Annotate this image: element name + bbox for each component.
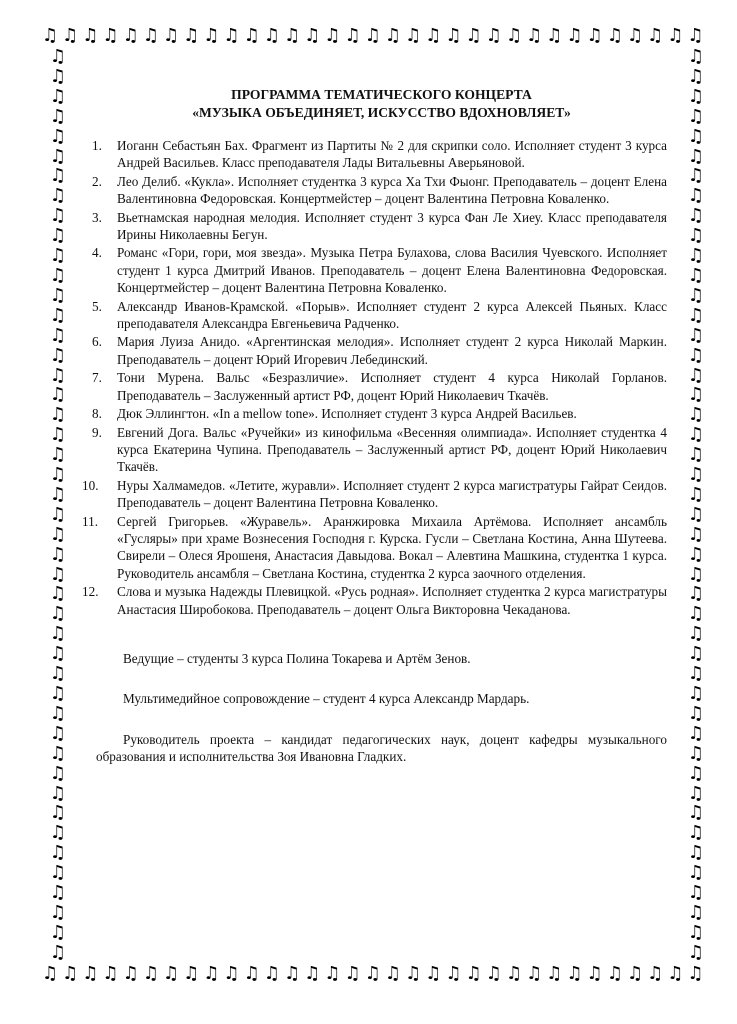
program-item-text: Мария Луиза Анидо. «Аргентинская мелодия». Исполняет студент 2 курса Николай Маркин. Преподаватель – доцент Юрий Игоревич Лебединский. [117, 334, 667, 367]
beamed-eighth-notes-icon: ♫ [384, 963, 402, 984]
beamed-eighth-notes-icon: ♫ [364, 25, 381, 46]
beamed-eighth-notes-icon: ♫ [687, 384, 705, 406]
beamed-eighth-notes-icon: ♫ [687, 225, 705, 247]
beamed-eighth-notes-icon: ♫ [49, 284, 67, 306]
beamed-eighth-notes-icon: ♫ [49, 245, 67, 267]
beamed-eighth-notes-icon: ♫ [687, 842, 705, 864]
beamed-eighth-notes-icon: ♫ [687, 583, 705, 605]
beamed-eighth-notes-icon: ♫ [49, 85, 67, 107]
beamed-eighth-notes-icon: ♫ [49, 882, 67, 904]
beamed-eighth-notes-icon: ♫ [49, 543, 67, 565]
beamed-eighth-notes-icon: ♫ [606, 25, 623, 46]
beamed-eighth-notes-icon: ♫ [49, 225, 67, 247]
beamed-eighth-notes-icon: ♫ [304, 25, 321, 46]
beamed-eighth-notes-icon: ♫ [49, 424, 67, 446]
beamed-eighth-notes-icon: ♫ [687, 145, 705, 167]
program-item [92, 137, 667, 172]
border-top [42, 24, 704, 48]
beamed-eighth-notes-icon: ♫ [304, 963, 321, 984]
beamed-eighth-notes-icon: ♫ [687, 742, 705, 764]
program-item-number: 5. [92, 298, 102, 314]
program-item-number: 3. [92, 209, 102, 225]
beamed-eighth-notes-icon: ♫ [687, 165, 705, 187]
program-item [92, 369, 667, 404]
beamed-eighth-notes-icon: ♫ [465, 25, 482, 46]
beamed-eighth-notes-icon: ♫ [49, 125, 67, 147]
program-footer [96, 650, 667, 766]
beamed-eighth-notes-icon: ♫ [183, 25, 200, 46]
beamed-eighth-notes-icon: ♫ [102, 963, 119, 984]
beamed-eighth-notes-icon: ♫ [425, 25, 442, 46]
beamed-eighth-notes-icon: ♫ [49, 702, 67, 724]
beamed-eighth-notes-icon: ♫ [49, 523, 67, 545]
program-item-number: 10. [82, 477, 99, 493]
beamed-eighth-notes-icon: ♫ [102, 25, 119, 46]
beamed-eighth-notes-icon: ♫ [687, 822, 705, 844]
beamed-eighth-notes-icon: ♫ [687, 65, 705, 87]
beamed-eighth-notes-icon: ♫ [687, 722, 705, 744]
title-line-1: ПРОГРАММА ТЕМАТИЧЕСКОГО КОНЦЕРТА [231, 87, 532, 102]
beamed-eighth-notes-icon: ♫ [49, 782, 67, 804]
beamed-eighth-notes-icon: ♫ [687, 344, 705, 366]
border-right [684, 48, 708, 962]
beamed-eighth-notes-icon: ♫ [687, 563, 705, 585]
beamed-eighth-notes-icon: ♫ [526, 25, 543, 46]
beamed-eighth-notes-icon: ♫ [42, 25, 59, 46]
beamed-eighth-notes-icon: ♫ [49, 802, 67, 824]
beamed-eighth-notes-icon: ♫ [546, 25, 563, 46]
beamed-eighth-notes-icon: ♫ [687, 523, 705, 545]
beamed-eighth-notes-icon: ♫ [687, 543, 705, 565]
beamed-eighth-notes-icon: ♫ [42, 963, 59, 984]
beamed-eighth-notes-icon: ♫ [687, 862, 705, 884]
beamed-eighth-notes-icon: ♫ [49, 762, 67, 784]
beamed-eighth-notes-icon: ♫ [49, 583, 67, 605]
beamed-eighth-notes-icon: ♫ [687, 643, 705, 665]
beamed-eighth-notes-icon: ♫ [49, 722, 67, 744]
beamed-eighth-notes-icon: ♫ [122, 25, 139, 46]
beamed-eighth-notes-icon: ♫ [122, 963, 139, 984]
beamed-eighth-notes-icon: ♫ [586, 25, 603, 46]
beamed-eighth-notes-icon: ♫ [203, 963, 220, 984]
beamed-eighth-notes-icon: ♫ [163, 25, 180, 46]
beamed-eighth-notes-icon: ♫ [344, 963, 361, 984]
beamed-eighth-notes-icon: ♫ [687, 464, 705, 486]
program-item-text: Тони Мурена. Вальс «Безразличие». Исполняет студент 4 курса Николай Горланов. Преподаватель – Заслуженный артист РФ, доцент Юрий Николаевич Ткачёв. [117, 370, 667, 403]
multimedia-text: Мультимедийное сопровождение – студент 4 курса Александр Мардарь. [123, 691, 530, 707]
beamed-eighth-notes-icon: ♫ [49, 444, 67, 466]
program-item [92, 424, 667, 476]
beamed-eighth-notes-icon: ♫ [49, 364, 67, 386]
beamed-eighth-notes-icon: ♫ [203, 25, 220, 46]
beamed-eighth-notes-icon: ♫ [687, 882, 705, 904]
beamed-eighth-notes-icon: ♫ [687, 404, 705, 426]
beamed-eighth-notes-icon: ♫ [566, 963, 583, 984]
beamed-eighth-notes-icon: ♫ [49, 65, 67, 87]
beamed-eighth-notes-icon: ♫ [49, 464, 67, 486]
beamed-eighth-notes-icon: ♫ [647, 963, 664, 984]
beamed-eighth-notes-icon: ♫ [49, 304, 67, 326]
program-list [82, 137, 667, 618]
beamed-eighth-notes-icon: ♫ [49, 344, 67, 366]
beamed-eighth-notes-icon: ♫ [49, 842, 67, 864]
beamed-eighth-notes-icon: ♫ [49, 503, 67, 525]
border-left [46, 48, 70, 962]
program-item-number: 9. [92, 424, 102, 440]
program-item-number: 2. [92, 173, 102, 189]
beamed-eighth-notes-icon: ♫ [687, 663, 705, 685]
beamed-eighth-notes-icon: ♫ [687, 284, 705, 306]
program-item [92, 173, 667, 208]
beamed-eighth-notes-icon: ♫ [49, 404, 67, 426]
beamed-eighth-notes-icon: ♫ [263, 963, 281, 984]
beamed-eighth-notes-icon: ♫ [667, 963, 684, 984]
beamed-eighth-notes-icon: ♫ [243, 963, 260, 984]
beamed-eighth-notes-icon: ♫ [49, 165, 67, 187]
beamed-eighth-notes-icon: ♫ [324, 963, 341, 984]
beamed-eighth-notes-icon: ♫ [82, 25, 99, 46]
beamed-eighth-notes-icon: ♫ [687, 963, 704, 984]
beamed-eighth-notes-icon: ♫ [687, 245, 705, 267]
beamed-eighth-notes-icon: ♫ [687, 205, 705, 227]
program-item [92, 333, 667, 368]
beamed-eighth-notes-icon: ♫ [626, 25, 644, 46]
beamed-eighth-notes-icon: ♫ [687, 105, 705, 127]
program-item-text: Александр Иванов-Крамской. «Порыв». Исполняет студент 2 курса Алексей Пьяных. Класс преподавателя Александра Евгеньевича Радченко. [117, 298, 667, 332]
beamed-eighth-notes-icon: ♫ [49, 324, 67, 346]
beamed-eighth-notes-icon: ♫ [49, 822, 67, 844]
beamed-eighth-notes-icon: ♫ [163, 963, 180, 984]
program-item [82, 583, 667, 618]
program-item [82, 513, 667, 583]
program-item [92, 244, 667, 296]
beamed-eighth-notes-icon: ♫ [223, 25, 240, 46]
beamed-eighth-notes-icon: ♫ [505, 963, 523, 984]
beamed-eighth-notes-icon: ♫ [324, 25, 341, 46]
beamed-eighth-notes-icon: ♫ [223, 963, 240, 984]
beamed-eighth-notes-icon: ♫ [384, 25, 402, 46]
program-item-text: Вьетнамская народная мелодия. Исполняет студент 3 курса Фан Ле Хиеу. Класс преподавателя Ирины Николаевны Бегун. [117, 209, 667, 243]
program-item-text: Нуры Халмамедов. «Летите, журавли». Исполняет студент 2 курса магистратуры Гайрат Сеидов. Преподаватель – доцент Валентина Петровна Коваленко. [117, 477, 667, 511]
beamed-eighth-notes-icon: ♫ [647, 25, 664, 46]
program-item-text: Лео Делиб. «Кукла». Исполняет студентка 3 курса Ха Тхи Фыонг. Преподаватель – доцент Елена Валентиновна Федоровская. Концертмейстер – доцент Валентина Петровна Коваленко. [117, 173, 667, 207]
program-document [82, 86, 667, 789]
beamed-eighth-notes-icon: ♫ [49, 264, 67, 286]
program-item-number: 8. [92, 406, 102, 422]
beamed-eighth-notes-icon: ♫ [566, 25, 583, 46]
beamed-eighth-notes-icon: ♫ [687, 264, 705, 286]
beamed-eighth-notes-icon: ♫ [465, 963, 482, 984]
beamed-eighth-notes-icon: ♫ [687, 702, 705, 724]
beamed-eighth-notes-icon: ♫ [243, 25, 260, 46]
program-item-text: Слова и музыка Надежды Плевицкой. «Русь родная». Исполняет студентка 2 курса магистратуры Анастасия Широбокова. Преподаватель – доцент Ольга Викторовна Чекаданова. [117, 584, 667, 617]
beamed-eighth-notes-icon: ♫ [687, 125, 705, 147]
beamed-eighth-notes-icon: ♫ [687, 25, 704, 46]
beamed-eighth-notes-icon: ♫ [142, 963, 159, 984]
beamed-eighth-notes-icon: ♫ [49, 742, 67, 764]
border-bottom [42, 962, 704, 986]
beamed-eighth-notes-icon: ♫ [284, 963, 301, 984]
beamed-eighth-notes-icon: ♫ [546, 963, 563, 984]
beamed-eighth-notes-icon: ♫ [687, 921, 705, 943]
beamed-eighth-notes-icon: ♫ [586, 963, 603, 984]
program-item [92, 209, 667, 244]
title-line-2: «МУЗЫКА ОБЪЕДИНЯЕТ, ИСКУССТВО ВДОХНОВЛЯЕТ» [192, 104, 571, 120]
beamed-eighth-notes-icon: ♫ [49, 862, 67, 884]
beamed-eighth-notes-icon: ♫ [49, 105, 67, 127]
beamed-eighth-notes-icon: ♫ [485, 963, 502, 984]
beamed-eighth-notes-icon: ♫ [687, 85, 705, 107]
program-item-number: 12. [82, 584, 99, 600]
beamed-eighth-notes-icon: ♫ [687, 901, 705, 923]
beamed-eighth-notes-icon: ♫ [62, 963, 79, 984]
beamed-eighth-notes-icon: ♫ [49, 941, 67, 962]
beamed-eighth-notes-icon: ♫ [505, 25, 523, 46]
beamed-eighth-notes-icon: ♫ [49, 623, 67, 645]
beamed-eighth-notes-icon: ♫ [687, 364, 705, 386]
beamed-eighth-notes-icon: ♫ [687, 782, 705, 804]
beamed-eighth-notes-icon: ♫ [687, 444, 705, 466]
beamed-eighth-notes-icon: ♫ [49, 901, 67, 923]
beamed-eighth-notes-icon: ♫ [687, 185, 705, 207]
beamed-eighth-notes-icon: ♫ [687, 503, 705, 525]
beamed-eighth-notes-icon: ♫ [667, 25, 684, 46]
beamed-eighth-notes-icon: ♫ [82, 963, 99, 984]
beamed-eighth-notes-icon: ♫ [49, 205, 67, 227]
beamed-eighth-notes-icon: ♫ [687, 483, 705, 505]
project-lead-text: Руководитель проекта – кандидат педагогических наук, доцент кафедры музыкального образования и исполнительства Зоя Ивановна Гладких. [96, 731, 667, 765]
beamed-eighth-notes-icon: ♫ [49, 384, 67, 406]
program-item-text: Иоганн Себастьян Бах. Фрагмент из Партиты № 2 для скрипки соло. Исполняет студент 3 курса Андрей Васильев. Класс преподавателя Лады Витальевны Аверьяновой. [117, 138, 667, 171]
program-item-text: Евгений Дога. Вальс «Ручейки» из кинофильма «Весенняя олимпиада». Исполняет студентка 4 курса Екатерина Чупина. Преподаватель – Заслуженный артист РФ, доцент Юрий Николаевич Ткачёв. [117, 424, 667, 475]
program-item-number: 7. [92, 370, 102, 386]
program-item-number: 6. [92, 334, 102, 350]
beamed-eighth-notes-icon: ♫ [445, 25, 462, 46]
beamed-eighth-notes-icon: ♫ [405, 25, 422, 46]
beamed-eighth-notes-icon: ♫ [687, 941, 705, 962]
beamed-eighth-notes-icon: ♫ [263, 25, 281, 46]
beamed-eighth-notes-icon: ♫ [626, 963, 644, 984]
beamed-eighth-notes-icon: ♫ [687, 623, 705, 645]
beamed-eighth-notes-icon: ♫ [364, 963, 381, 984]
program-item-text: Сергей Григорьев. «Журавель». Аранжировка Михаила Артёмова. Исполняет ансамбль «Гусляры» при храме Вознесения Господня г. Курска. Гусли – Светлана Костина, Анна Шутеева. Свирели – Олеся Ярошеня, Анастасия Давыдова. Вокал – Алевтина Машкина, студентка 1 курса. Руководитель ансамбля – Светлана Костина, студентка 2 курса заочного отделения. [117, 513, 667, 581]
beamed-eighth-notes-icon: ♫ [62, 25, 79, 46]
beamed-eighth-notes-icon: ♫ [445, 963, 462, 984]
program-item-number: 4. [92, 245, 102, 261]
beamed-eighth-notes-icon: ♫ [49, 921, 67, 943]
beamed-eighth-notes-icon: ♫ [606, 963, 623, 984]
program-item-text: Дюк Эллингтон. «In a mellow tone». Исполняет студент 3 курса Андрей Васильев. [117, 406, 577, 422]
beamed-eighth-notes-icon: ♫ [49, 663, 67, 685]
beamed-eighth-notes-icon: ♫ [485, 25, 502, 46]
beamed-eighth-notes-icon: ♫ [405, 963, 422, 984]
beamed-eighth-notes-icon: ♫ [49, 683, 67, 704]
beamed-eighth-notes-icon: ♫ [49, 145, 67, 167]
beamed-eighth-notes-icon: ♫ [687, 683, 705, 704]
beamed-eighth-notes-icon: ♫ [344, 25, 361, 46]
program-item [92, 405, 667, 422]
beamed-eighth-notes-icon: ♫ [142, 25, 159, 46]
beamed-eighth-notes-icon: ♫ [49, 48, 67, 67]
beamed-eighth-notes-icon: ♫ [49, 483, 67, 505]
beamed-eighth-notes-icon: ♫ [687, 603, 705, 625]
hosts-text: Ведущие – студенты 3 курса Полина Токарева и Артём Зенов. [123, 650, 471, 666]
beamed-eighth-notes-icon: ♫ [49, 643, 67, 665]
program-item-number: 1. [92, 138, 102, 153]
beamed-eighth-notes-icon: ♫ [425, 963, 442, 984]
beamed-eighth-notes-icon: ♫ [687, 424, 705, 446]
program-item-number: 11. [82, 513, 98, 529]
program-title [96, 86, 667, 121]
program-item-text: Романс «Гори, гори, моя звезда». Музыка Петра Булахова, слова Василия Чуевского. Исполняет студент 1 курса Дмитрий Иванов. Преподаватель – доцент Елена Валентиновна Федоровская. Концертмейстер – доцент Валентина Петровна Коваленко. [117, 245, 667, 296]
beamed-eighth-notes-icon: ♫ [687, 304, 705, 326]
beamed-eighth-notes-icon: ♫ [49, 563, 67, 585]
beamed-eighth-notes-icon: ♫ [284, 25, 301, 46]
beamed-eighth-notes-icon: ♫ [687, 762, 705, 784]
beamed-eighth-notes-icon: ♫ [687, 324, 705, 346]
program-item [82, 477, 667, 512]
beamed-eighth-notes-icon: ♫ [183, 963, 200, 984]
beamed-eighth-notes-icon: ♫ [49, 603, 67, 625]
program-item [92, 298, 667, 333]
beamed-eighth-notes-icon: ♫ [526, 963, 543, 984]
beamed-eighth-notes-icon: ♫ [687, 802, 705, 824]
beamed-eighth-notes-icon: ♫ [49, 185, 67, 207]
beamed-eighth-notes-icon: ♫ [687, 48, 705, 67]
